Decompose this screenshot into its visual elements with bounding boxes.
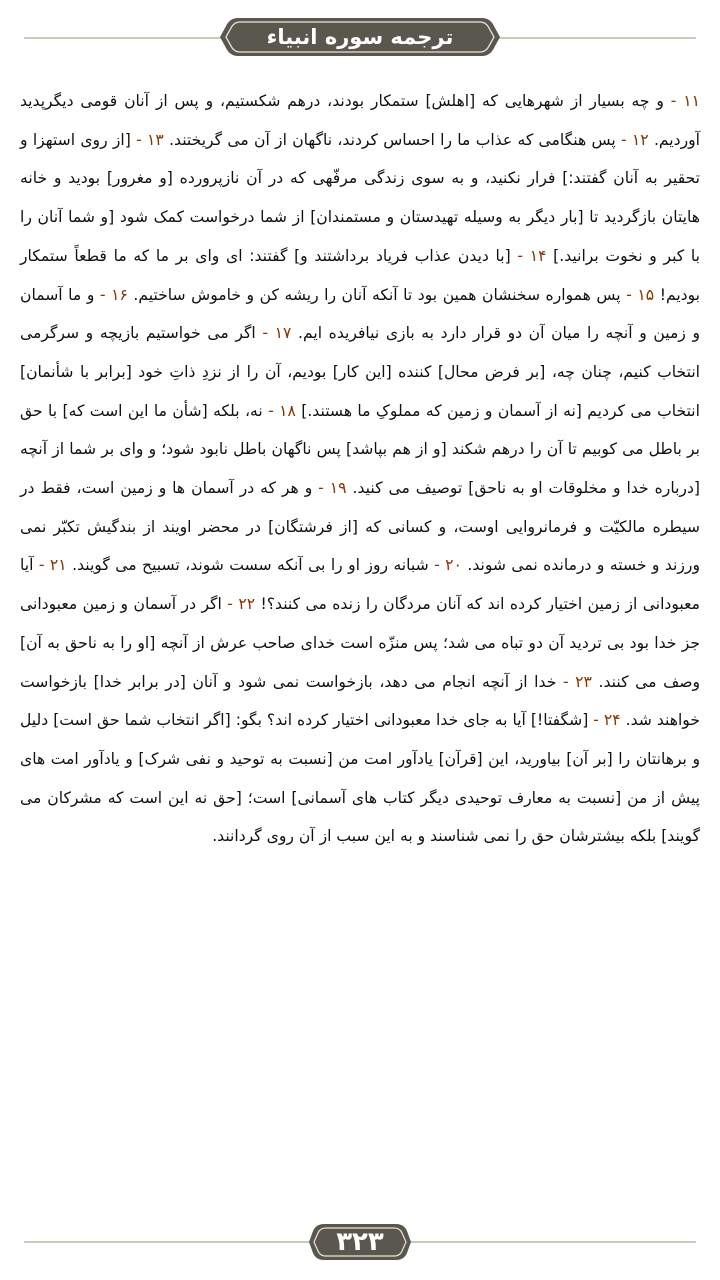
verse-text: اگر در آسمان و زمین معبودانی جز خدا بود بی تردید آن دو تباه می شد؛ پس منزّه است خدای صاحب عرش از آنچه [او را به ناحق به آن] وصف می کنند. [20,595,700,691]
verse-number: ۱۱ - [670,92,700,110]
verse-text: خدا از آنچه انجام می دهد، بازخواست نمی شود و آنان [در برابر خدا] بازخواست خواهند شد. [20,672,700,730]
verse-number: ۱۴ - [517,246,547,265]
verse-number: ۲۳ - [562,672,592,691]
verse-text: آیا معبودانی از زمین اختیار کرده اند که آنان مردگان را زنده می کنند؟! [20,556,700,614]
verse-number: ۱۶ - [99,285,128,304]
verse-number: ۱۷ - [262,324,292,343]
verse-text: شبانه روز او را بی آنکه سست شوند، تسبیح می گویند. [66,556,435,575]
verse-text: اگر می خواستیم بازیچه و سرگرمی انتخاب کنیم، چنان چه، [بر فرض محال] کننده [این کار] بودیم، آن را از نزدِ ذاتِ خود [برابر با شأنمان] انتخاب می کردیم [نه از آسمان و زمین که مملوکِ ما هستند.] [20,324,700,420]
verse-number: ۲۲ - [227,595,256,614]
verse-number: ۱۵ - [626,285,655,304]
verse-text: و هر که در آسمان ها و زمین است، فقط در سیطره مالکیّت و فرمانروایی اوست، و کسانی که [از فرشتگان] در محضر اویند از بندگیش تکبّر نمی ورزند و خسته و درمانده نمی شوند. [20,479,700,575]
verse-text: [شگفتا!] آیا به جای خدا معبودانی اختیار کرده اند؟ بگو: [اگر انتخاب شما حق است] دلیل و برهانتان را [بر آن] بیاورید، این [قرآن] یادآور امت من [نسبت به توحید و نفی شرک] و یادآور امت های پیش از من [نسبت به معارف توحیدی دیگر کتاب های آسمانی] است؛ [حق نه این است که مشرکان می گویند] بلکه بیشترشان حق را نمی شناسند و به این سبب از آن روی گردانند. [20,711,700,846]
verse-number: ۱۳ - [136,130,164,149]
verse-text: پس همواره سخنشان همین بود تا آنکه آنان را ریشه کن و خاموش ساختیم. [127,285,627,304]
verse-number: ۲۴ - [593,711,621,730]
page-title: ترجمه سوره انبیاء [266,25,454,49]
verse-text: [از روی استهزا و تحقیر به آنان گفتند:] فرار نکنید، و به سوی زندگی مرفّهی که در آن نازپرورده [و مغرور] بودید و خانه هایتان بازگردید تا [بار دیگر به وسیله تهیدستان و مستمندان] از شما درخواست کمک شود [و شما آنان را با کبر و نخوت برانید.] [20,130,700,265]
page-number-badge [306,1221,414,1263]
verse-number: ۱۹ - [318,479,347,498]
verse-text: نه، بلکه [شأن ما این است که] با حق بر باطل می کوبیم تا آن را درهم شکند [و از هم بپاشد] پس ناگهان باطل نابود شود؛ و وای بر شما از آنچه [درباره خدا و مخلوقات او به ناحق] توصیف می کنید. [20,401,700,498]
verse-number: ۲۱ - [38,556,67,575]
verses-text [20,82,700,856]
verse-number: ۱۸ - [268,401,296,420]
verse-number: ۲۰ - [434,556,462,575]
verse-text: و چه بسیار از شهرهایی که [اهلش] ستمکار بودند، درهم شکستیم، و پس از آنان قومی دیگرپدید آوردیم. [20,92,700,149]
verse-number: ۱۲ - [620,130,649,149]
verse-text: و ما آسمان و زمین و آنچه را میان آن دو قرار دارد به بازی نیافریده ایم. [20,285,700,343]
verse-text: پس هنگامی که عذاب ما را احساس کردند، ناگهان از آن می گریختند. [163,130,621,149]
verse-text: [با دیدن عذاب فریاد برداشتند و] گفتند: ای وای بر ما که ما قطعاً ستمکار بودیم! [20,246,701,304]
title-banner [216,14,504,62]
page-number: ۳۲۳ [336,1227,384,1257]
